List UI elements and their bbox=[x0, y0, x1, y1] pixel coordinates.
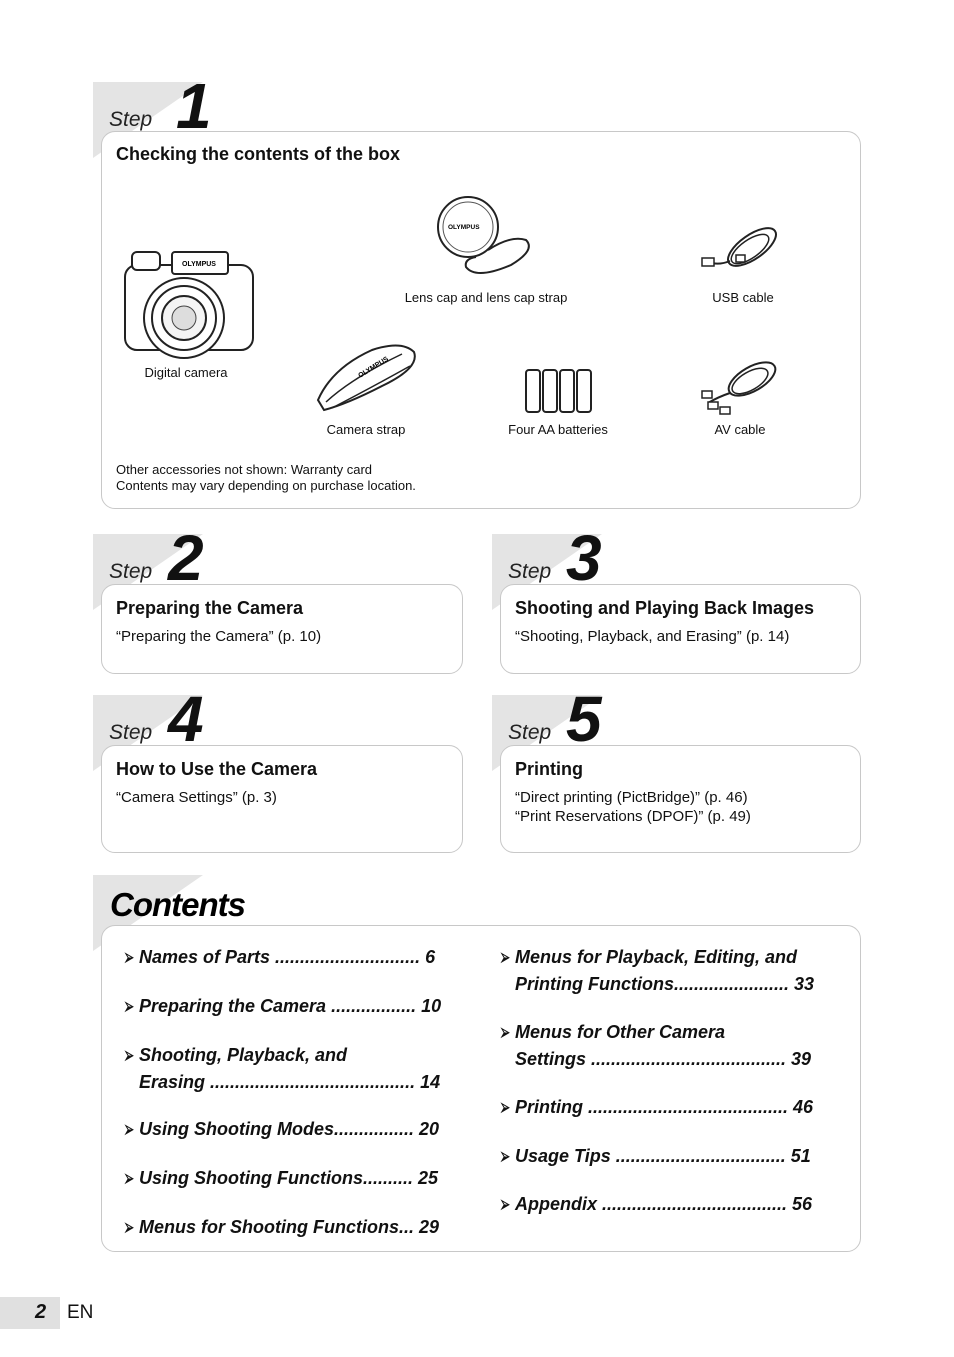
toc-arrow-icon: ⮚ bbox=[501, 1025, 510, 1039]
batteries-icon bbox=[524, 366, 594, 416]
toc-arrow-icon: ⮚ bbox=[125, 999, 134, 1013]
step4-number: 4 bbox=[168, 683, 202, 755]
toc-arrow-icon: ⮚ bbox=[125, 1122, 134, 1136]
toc-entry-line: Menus for Playback, Editing, and bbox=[515, 947, 798, 967]
step4-title: How to Use the Camera bbox=[116, 759, 318, 779]
page-number: 2 bbox=[35, 1301, 47, 1323]
svg-text:OLYMPUS: OLYMPUS bbox=[182, 261, 216, 268]
step5-ref-1: “Direct printing (PictBridge)” (p. 46) bbox=[515, 789, 748, 806]
step3-ref: “Shooting, Playback, and Erasing” (p. 14) bbox=[515, 628, 790, 645]
page-number-tab bbox=[0, 1297, 60, 1329]
toc-entry-line: Preparing the Camera ................. 10 bbox=[139, 996, 442, 1016]
toc-arrow-icon: ⮚ bbox=[125, 1220, 134, 1234]
caption-av-cable: AV cable bbox=[714, 422, 766, 437]
toc-entry-line: Printing ........................................ 46 bbox=[515, 1097, 814, 1117]
step5-ref-2: “Print Reservations (DPOF)” (p. 49) bbox=[515, 808, 751, 825]
step2-ref: “Preparing the Camera” (p. 10) bbox=[116, 628, 322, 645]
toc-entry-line: Menus for Shooting Functions... 29 bbox=[139, 1217, 439, 1237]
toc-entry-line: Names of Parts ............................. 6 bbox=[139, 947, 436, 967]
toc-arrow-icon: ⮚ bbox=[501, 1149, 510, 1163]
caption-camera-strap: Camera strap bbox=[326, 422, 406, 437]
digital-camera-icon bbox=[120, 240, 260, 360]
step3-title: Shooting and Playing Back Images bbox=[515, 598, 815, 618]
caption-lens-cap: Lens cap and lens cap strap bbox=[404, 290, 568, 305]
caption-usb-cable: USB cable bbox=[712, 290, 774, 305]
toc-entry-line: Settings ....................................... 39 bbox=[515, 1049, 812, 1069]
step1-number: 1 bbox=[176, 70, 210, 142]
step3-label: Step bbox=[508, 560, 552, 583]
toc-entry[interactable] bbox=[501, 1094, 820, 1121]
toc-entry-line: Erasing ......................................... 14 bbox=[139, 1072, 441, 1092]
camera-strap-icon bbox=[312, 338, 422, 418]
step1-label: Step bbox=[109, 108, 153, 131]
av-cable-icon bbox=[698, 355, 788, 420]
toc-entry-line: Menus for Other Camera bbox=[515, 1022, 726, 1042]
step5-number: 5 bbox=[566, 683, 600, 755]
usb-cable-icon bbox=[700, 225, 790, 290]
language-label: EN bbox=[67, 1302, 94, 1323]
step2-label: Step bbox=[109, 560, 153, 583]
step2-number: 2 bbox=[168, 522, 202, 594]
toc-entry-line: Printing Functions....................... 33 bbox=[515, 974, 815, 994]
lens-cap-icon bbox=[436, 195, 546, 280]
svg-text:OLYMPUS: OLYMPUS bbox=[357, 355, 390, 380]
toc-entry-line: Shooting, Playback, and bbox=[139, 1045, 348, 1065]
step1-title: Checking the contents of the box bbox=[116, 144, 401, 164]
step5-title: Printing bbox=[515, 759, 583, 779]
step1-note-1: Other accessories not shown: Warranty card bbox=[116, 462, 373, 477]
step4-ref: “Camera Settings” (p. 3) bbox=[116, 789, 277, 806]
toc-entry-line: Usage Tips .................................. 51 bbox=[515, 1146, 811, 1166]
toc-entry[interactable] bbox=[501, 1019, 820, 1073]
toc-entry[interactable] bbox=[125, 944, 444, 971]
toc-arrow-icon: ⮚ bbox=[501, 1197, 510, 1211]
contents-heading: Contents bbox=[110, 886, 245, 923]
toc-arrow-icon: ⮚ bbox=[125, 1171, 134, 1185]
toc-arrow-icon: ⮚ bbox=[501, 950, 510, 964]
toc-entry[interactable] bbox=[125, 1165, 444, 1192]
toc-arrow-icon: ⮚ bbox=[125, 1048, 134, 1062]
toc-entry[interactable] bbox=[125, 993, 444, 1020]
step1-note-2: Contents may vary depending on purchase location. bbox=[116, 478, 416, 493]
toc-entry[interactable] bbox=[501, 944, 820, 998]
step4-label: Step bbox=[109, 721, 153, 744]
toc-arrow-icon: ⮚ bbox=[125, 950, 134, 964]
toc-entry[interactable] bbox=[125, 1042, 444, 1096]
toc-entry[interactable] bbox=[501, 1143, 820, 1170]
caption-digital-camera: Digital camera bbox=[144, 365, 228, 380]
step3-number: 3 bbox=[566, 522, 600, 594]
toc-entry-line: Appendix ..................................... 56 bbox=[515, 1194, 813, 1214]
toc-entry-line: Using Shooting Modes................ 20 bbox=[139, 1119, 440, 1139]
toc-entry[interactable] bbox=[125, 1214, 444, 1241]
toc-arrow-icon: ⮚ bbox=[501, 1100, 510, 1114]
svg-text:OLYMPUS: OLYMPUS bbox=[448, 224, 480, 231]
toc-entry-line: Using Shooting Functions.......... 25 bbox=[139, 1168, 439, 1188]
caption-batteries: Four AA batteries bbox=[508, 422, 608, 437]
toc-entry[interactable] bbox=[501, 1191, 820, 1218]
toc-entry[interactable] bbox=[125, 1116, 444, 1143]
step2-title: Preparing the Camera bbox=[116, 598, 304, 618]
step5-label: Step bbox=[508, 721, 552, 744]
